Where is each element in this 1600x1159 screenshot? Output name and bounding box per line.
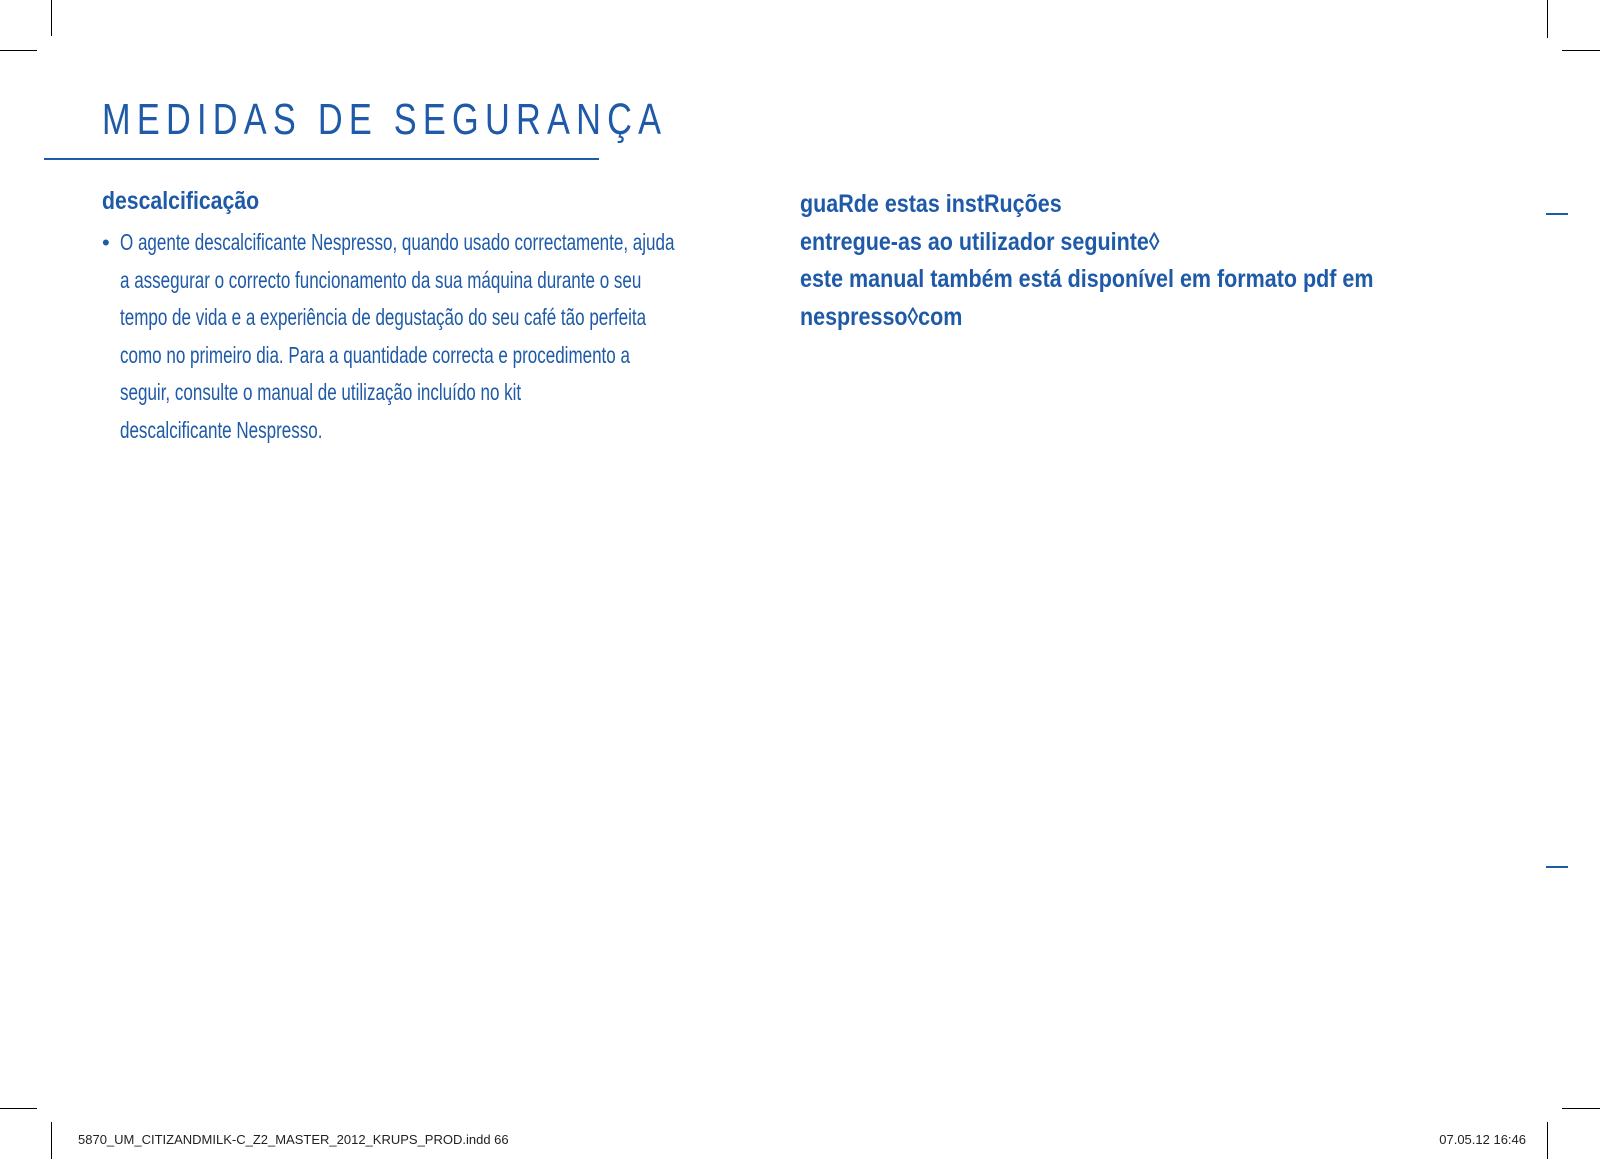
page-title: MEDIDAS DE SEGURANÇA	[102, 95, 668, 144]
date-slug: 07.05.12 16:46	[1439, 1132, 1526, 1147]
bullet-icon: •	[102, 230, 110, 255]
paragraph-line: descalcificante Nespresso.	[120, 416, 323, 443]
descaling-bullet-item	[102, 224, 762, 449]
crop-mark-bottom-left-vertical	[51, 1122, 52, 1159]
paragraph-line: tempo de vida e a experiência de degustação do seu café tão perfeita	[120, 304, 647, 330]
crop-mark-bottom-right-horizontal	[1562, 1108, 1600, 1109]
keep-instructions-heading: guaRde estas instRuções	[800, 190, 1062, 218]
descaling-paragraph	[120, 224, 762, 449]
keep-instructions-line: este manual também está disponível em formato pdf em	[800, 265, 1374, 293]
descaling-heading: descalcificação	[102, 187, 260, 215]
file-slug: 5870_UM_CITIZANDMILK-C_Z2_MASTER_2012_KRUPS_PROD.indd 66	[78, 1132, 509, 1147]
keep-instructions-line: entregue-as ao utilizador seguinte◊	[800, 227, 1160, 256]
paragraph-line: como no primeiro dia. Para a quantidade correcta e procedimento a	[120, 341, 630, 368]
paragraph-line: O agente descalcificante Nespresso, quando usado correctamente, ajuda	[120, 229, 675, 255]
crop-mark-bottom-right-vertical	[1547, 1122, 1548, 1159]
crop-mark-top-right-horizontal	[1562, 50, 1600, 51]
crop-mark-bottom-left-horizontal	[0, 1108, 37, 1109]
keep-instructions-section	[800, 186, 1500, 336]
crop-mark-top-right-vertical	[1547, 0, 1548, 38]
paragraph-line: a assegurar o correcto funcionamento da sua máquina durante o seu	[120, 266, 642, 293]
crop-mark-top-left-horizontal	[0, 50, 37, 51]
side-tab-marker-bottom	[1546, 866, 1568, 868]
keep-instructions-line: nespresso◊com	[800, 302, 963, 331]
descaling-section	[102, 186, 762, 449]
paragraph-line: seguir, consulte o manual de utilização incluído no kit	[120, 379, 522, 405]
title-underline	[44, 158, 599, 160]
side-tab-marker-top	[1546, 213, 1568, 215]
crop-mark-top-left-vertical	[51, 0, 52, 36]
